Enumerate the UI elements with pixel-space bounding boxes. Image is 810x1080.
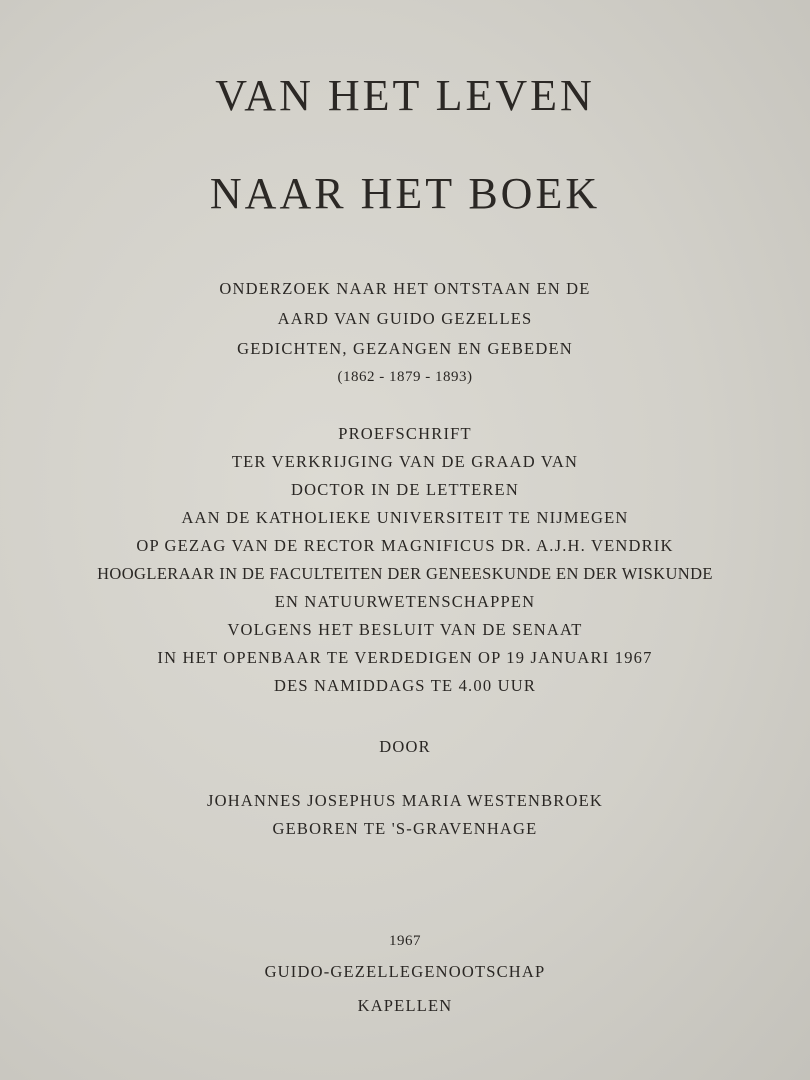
thesis-line-7: EN NATUURWETENSCHAPPEN: [274, 592, 536, 611]
thesis-line-5: OP GEZAG VAN DE RECTOR MAGNIFICUS DR. A.J.H. VENDRIK: [136, 536, 674, 555]
thesis-line-1: PROEFSCHRIFT: [338, 424, 472, 443]
thesis-line-4: AAN DE KATHOLIEKE UNIVERSITEIT TE NIJMEGEN: [181, 508, 629, 527]
subtitle-line-2: AARD VAN GUIDO GEZELLES: [277, 309, 533, 328]
book-title-line-2: NAAR HET BOEK: [209, 169, 601, 218]
thesis-line-3: DOCTOR IN DE LETTEREN: [291, 480, 519, 499]
thesis-line-8: VOLGENS HET BESLUIT VAN DE SENAAT: [227, 620, 583, 639]
thesis-line-6: HOOGLERAAR IN DE FACULTEITEN DER GENEESKUNDE EN DER WISKUNDE: [97, 564, 713, 583]
author-by: DOOR: [379, 737, 431, 756]
subtitle-line-3: GEDICHTEN, GEZANGEN EN GEBEDEN: [237, 339, 573, 358]
author-birthplace: GEBOREN TE 'S-GRAVENHAGE: [272, 819, 538, 838]
publication-place: KAPELLEN: [357, 996, 453, 1015]
thesis-line-10: DES NAMIDDAGS TE 4.00 UUR: [273, 676, 537, 695]
thesis-line-9: IN HET OPENBAAR TE VERDEDIGEN OP 19 JANUARI 1967: [157, 648, 653, 667]
subtitle-years: (1862 - 1879 - 1893): [337, 369, 473, 385]
thesis-line-2: TER VERKRIJGING VAN DE GRAAD VAN: [231, 452, 579, 471]
publisher-name: GUIDO-GEZELLEGENOOTSCHAP: [264, 962, 546, 981]
publication-year: 1967: [389, 933, 421, 949]
book-title-line-1: VAN HET LEVEN: [215, 71, 595, 120]
subtitle-line-1: ONDERZOEK NAAR HET ONTSTAAN EN DE: [219, 279, 591, 298]
author-name: JOHANNES JOSEPHUS MARIA WESTENBROEK: [206, 791, 604, 810]
